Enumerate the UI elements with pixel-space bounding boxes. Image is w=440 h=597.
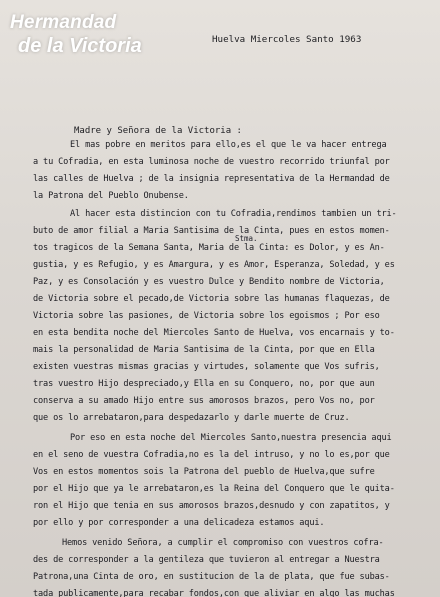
body-line: por ello y por corresponder a una delicadeza estamos aqui. [33,518,325,528]
body-line: la Patrona del Pueblo Onubense. [33,191,189,201]
watermark-line-2: de la Victoria [18,35,142,57]
body-line: des de corresponder a la gentileza que tuvieron al entregar a Nuestra [33,555,380,565]
body-line: tada publicamente,para recabar fondos,con que aliviar en algo las muchas [33,589,395,597]
margin-note: Stma. [235,234,258,243]
body-line: Al hacer esta distincion con tu Cofradia,rendimos tambien un tri- [70,209,397,219]
body-line: gustia, y es Refugio, y es Amargura, y es Amor, Esperanza, Soledad, y es [33,260,395,270]
watermark-line-1: Hermandad [10,12,117,33]
body-line: por el Hijo que ya le arrebataron,es la Reina del Conquero que le quita- [33,484,395,494]
body-line: El mas pobre en meritos para ello,es el que le va hacer entrega [70,140,387,150]
letter-salutation: Madre y Señora de la Victoria : [74,126,242,136]
body-line: las calles de Huelva ; de la insignia representativa de la Hermandad de [33,174,390,184]
body-line: Paz, y es Consolación y es vuestro Dulce y Bendito nombre de Victoria, [33,277,385,287]
body-line: Victoria sobre las pasiones, de Victoria sobre los egoismos ; Por eso [33,311,380,321]
body-line: en esta bendita noche del Miercoles Santo de Huelva, vos encarnais y to- [33,328,395,338]
body-line: existen vuestras mismas gracias y virtudes, solamente que Vos sufris, [33,362,380,372]
body-line: ron el Hijo que tenia en sus amorosos brazos,desnudo y con zapatitos, y [33,501,390,511]
body-line: Por eso en esta noche del Miercoles Santo,nuestra presencia aqui [70,433,392,443]
body-line: buto de amor filial a Maria Santisima de la Cinta, pues en estos momen- [33,226,390,236]
body-line: tos tragicos de la Semana Santa, Maria de la Cinta: es Dolor, y es An- [33,243,385,253]
body-line: a tu Cofradia, en esta luminosa noche de vuestro recorrido triunfal por [33,157,390,167]
body-line: en el seno de vuestra Cofradia,no es la del intruso, y no lo es,por que [33,450,390,460]
body-line: de Victoria sobre el pecado,de Victoria sobre las humanas flaquezas, de [33,294,390,304]
body-line: que os lo arrebataron,para despedazarlo y darle muerte de Cruz. [33,413,350,423]
body-line: tras vuestro Hijo despreciado,y Ella en su Conquero, no, por que aun [33,379,375,389]
body-line: Vos en estos momentos sois la Patrona del pueblo de Huelva,que sufre [33,467,375,477]
body-line: mais la personalidad de Maria Santisima de la Cinta, por que en Ella [33,345,375,355]
body-line: Hemos venido Señora, a cumplir el compromiso con vuestros cofra- [62,538,384,548]
watermark-logo [10,12,142,58]
body-line: conserva a su amado Hijo entre sus amorosos brazos, pero Vos no, por [33,396,375,406]
body-line: Patrona,una Cinta de oro, en sustitucion de la de plata, que fue subas- [33,572,390,582]
letter-dateline: Huelva Miercoles Santo 1963 [212,34,362,45]
